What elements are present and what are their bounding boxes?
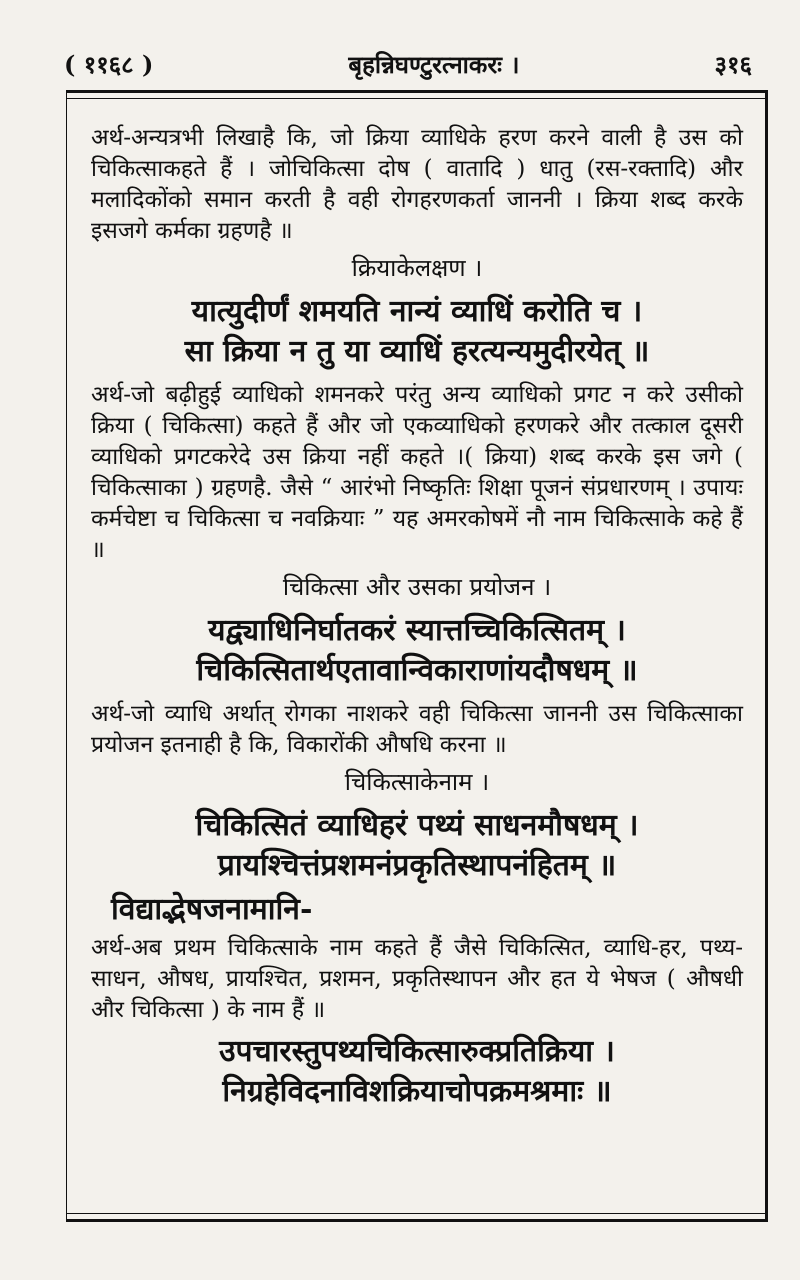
verse-2 [91,611,743,691]
verse-4 [91,1032,743,1112]
verse-3-line-1: चिकित्सितं व्याधिहरं पथ्यं साधनमौषधम् । [195,808,639,843]
running-title: बृहन्निघण्टुरत्नाकरः । [348,49,520,79]
paragraph-2: अर्थ-जो बढ़ीहुई व्याधिको शमनकरे परंतु अन्य व्याधिको प्रगट न करे उसीको क्रिया ( चिकित्सा) कहते हैं और जो एकव्याधिको हरणकरे और तत्काल दूसरी व्याधिको प्रगटकरेदे उस क्रिया नहीं कहते ।( क्रिया) शब्द करके इस जगे ( चिकित्साका ) ग्रहणहै. जैसे “ आरंभो निष्कृतिः शिक्षा पूजनं संप्रधारणम् । उपायः कर्मचेष्टा च चिकित्सा च नवक्रियाः ” यह अमरकोषमें नौ नाम चिकित्साके कहे हैं ॥ [91,382,743,563]
paragraph-1: अर्थ-अन्यत्रभी लिखाहै कि, जो क्रिया व्याधिके हरण करने वाली है उस को चिकित्साकहते हैं । जोचिकित्सा दोष ( वातादि ) धातु (रस-रक्तादि) और मलादिकोंको समान करती है वही रोगहरणकर्ता जाननी । क्रिया शब्द करके इसजगे कर्मका ग्रहणहै ॥ [91,125,743,244]
verse-1 [91,292,743,372]
paragraph-4: अर्थ-अब प्रथम चिकित्साके नाम कहते हैं जैसे चिकित्सित, व्याधि-हर, पथ्य- साधन, औषध, प्रायश्चित, प्रशमन, प्रकृतिस्थापन और हत ये भेषज ( औषधी और चिकित्सा ) के नाम हैं ॥ [91,935,743,1023]
text-frame [66,90,768,1222]
verse-3-line-2: प्रायश्चित्तंप्रशमनंप्रकृतिस्थापनंहितम् ॥ [217,848,617,883]
verse-2-line-1: यद्व्याधिनिर्घातकरं स्यात्तच्चिकित्सितम् । [208,613,626,648]
section-heading-2: चिकित्सा और उसका प्रयोजन । [282,573,552,601]
page-number-left: ( ११६८ ) [64,49,154,79]
page-header [64,44,752,84]
verse-2-line-2: चिकित्सितार्थएतावान्विकाराणांयदौषधम् ॥ [196,653,638,688]
page-body [91,123,743,1120]
verse-1-line-1: यात्युदीर्णं शमयति नान्यं व्याधिं करोति च । [191,294,643,329]
verse-3-continuation: विद्याद्भेषजनामानि- [111,892,313,927]
section-heading-1: क्रियाकेलक्षण । [351,254,483,282]
verse-3 [91,806,743,886]
paragraph-3: अर्थ-जो व्याधि अर्थात् रोगका नाशकरे वही चिकित्सा जाननी उस चिकित्साका प्रयोजन इतनाही है कि, विकारोंकी औषधि करना ॥ [91,701,743,758]
section-heading-3: चिकित्साकेनाम । [344,768,490,796]
verse-4-line-1: उपचारस्तुपथ्यचिकित्सारुक्प्रतिक्रिया । [219,1034,615,1069]
verse-1-line-2: सा क्रिया न तु या व्याधिं हरत्यन्यमुदीरयेत् ॥ [184,334,650,369]
page-number-right: ३१६ [714,49,752,79]
verse-4-line-2: निग्रहेविदनाविशक्रियाचोपक्रमश्रमाः ॥ [222,1074,612,1109]
